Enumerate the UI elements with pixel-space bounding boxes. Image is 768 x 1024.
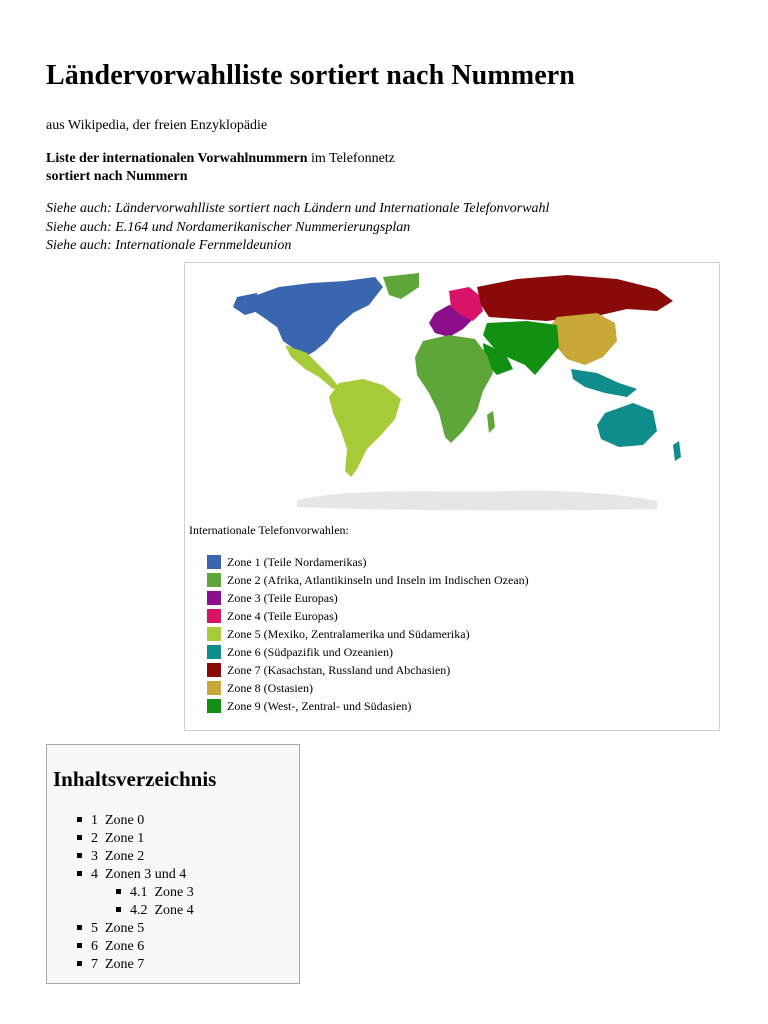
figure-caption: Internationale Telefonvorwahlen:	[189, 523, 349, 537]
toc-label: Zone 6	[105, 939, 145, 954]
legend-item	[207, 643, 529, 661]
legend-item	[207, 625, 529, 643]
toc-item[interactable]	[77, 848, 194, 866]
intro-paragraph	[46, 150, 395, 186]
bullet-icon	[77, 871, 82, 876]
legend-swatch	[207, 681, 221, 695]
legend-item	[207, 679, 529, 697]
legend-swatch	[207, 609, 221, 623]
toc-item[interactable]	[77, 812, 194, 830]
world-map-image[interactable]	[187, 265, 717, 517]
toc-number: 1	[91, 813, 98, 828]
page-subtitle: aus Wikipedia, der freien Enzyklopädie	[46, 118, 268, 133]
toc-label: Zone 2	[105, 849, 145, 864]
bullet-icon	[116, 907, 121, 912]
legend-label: Zone 4 (Teile Europas)	[227, 608, 338, 623]
map-legend	[207, 553, 529, 715]
toc-subitem[interactable]	[77, 884, 194, 902]
intro-bold-text: Liste der internationalen Vorwahlnummern	[46, 151, 308, 166]
toc-list	[77, 812, 194, 974]
see-also-block	[46, 200, 549, 256]
legend-swatch	[207, 573, 221, 587]
see-also-line[interactable]: Siehe auch: E.164 und Nordamerikanischer Nummerierungsplan	[46, 219, 411, 235]
bullet-icon	[77, 925, 82, 930]
legend-swatch	[207, 627, 221, 641]
intro-line2: sortiert nach Nummern	[46, 169, 188, 184]
toc-item[interactable]	[77, 956, 194, 974]
legend-item	[207, 661, 529, 679]
bullet-icon	[77, 835, 82, 840]
toc-title: Inhaltsverzeichnis	[53, 767, 217, 791]
toc-label: Zone 0	[105, 813, 145, 828]
legend-item	[207, 571, 529, 589]
toc-label: Zonen 3 und 4	[105, 867, 187, 882]
toc-label: Zone 5	[105, 921, 145, 936]
page-title: Ländervorwahlliste sortiert nach Nummern	[46, 60, 575, 91]
legend-label: Zone 3 (Teile Europas)	[227, 590, 338, 605]
toc-subitem[interactable]	[77, 902, 194, 920]
toc-label: Zone 4	[154, 903, 194, 918]
legend-swatch	[207, 591, 221, 605]
legend-swatch	[207, 645, 221, 659]
bullet-icon	[77, 961, 82, 966]
legend-label: Zone 9 (West-, Zentral- und Südasien)	[227, 698, 412, 713]
toc-number: 7	[91, 957, 98, 972]
toc-number: 4.1	[130, 885, 148, 900]
toc-label: Zone 1	[105, 831, 145, 846]
see-also-line[interactable]: Siehe auch: Internationale Fernmeldeunion	[46, 238, 292, 253]
legend-swatch	[207, 555, 221, 569]
toc-label: Zone 3	[154, 885, 194, 900]
bullet-icon	[77, 853, 82, 858]
legend-label: Zone 1 (Teile Nordamerikas)	[227, 554, 367, 569]
toc-number: 5	[91, 921, 98, 936]
legend-item	[207, 553, 529, 571]
legend-item	[207, 589, 529, 607]
legend-item	[207, 697, 529, 715]
toc-number: 2	[91, 831, 98, 846]
toc-number: 4	[91, 867, 98, 882]
legend-label: Zone 2 (Afrika, Atlantikinseln und Inseln im Indischen Ozean)	[227, 572, 529, 587]
bullet-icon	[77, 817, 82, 822]
legend-label: Zone 6 (Südpazifik und Ozeanien)	[227, 644, 393, 659]
toc-item[interactable]	[77, 938, 194, 956]
bullet-icon	[116, 889, 121, 894]
toc-number: 4.2	[130, 903, 148, 918]
legend-label: Zone 8 (Ostasien)	[227, 680, 313, 695]
toc-item[interactable]	[77, 866, 194, 884]
legend-label: Zone 5 (Mexiko, Zentralamerika und Südamerika)	[227, 626, 470, 641]
legend-swatch	[207, 663, 221, 677]
legend-swatch	[207, 699, 221, 713]
table-of-contents	[46, 744, 300, 984]
legend-label: Zone 7 (Kasachstan, Russland und Abchasien)	[227, 662, 451, 677]
legend-item	[207, 607, 529, 625]
map-figure	[184, 262, 720, 731]
intro-text: im Telefonnetz	[307, 151, 395, 166]
bullet-icon	[77, 943, 82, 948]
toc-number: 3	[91, 849, 98, 864]
see-also-line[interactable]: Siehe auch: Ländervorwahlliste sortiert nach Ländern und Internationale Telefonvorwahl	[46, 201, 550, 216]
toc-item[interactable]	[77, 920, 194, 938]
toc-item[interactable]	[77, 830, 194, 848]
toc-label: Zone 7	[105, 957, 145, 972]
toc-number: 6	[91, 939, 98, 954]
